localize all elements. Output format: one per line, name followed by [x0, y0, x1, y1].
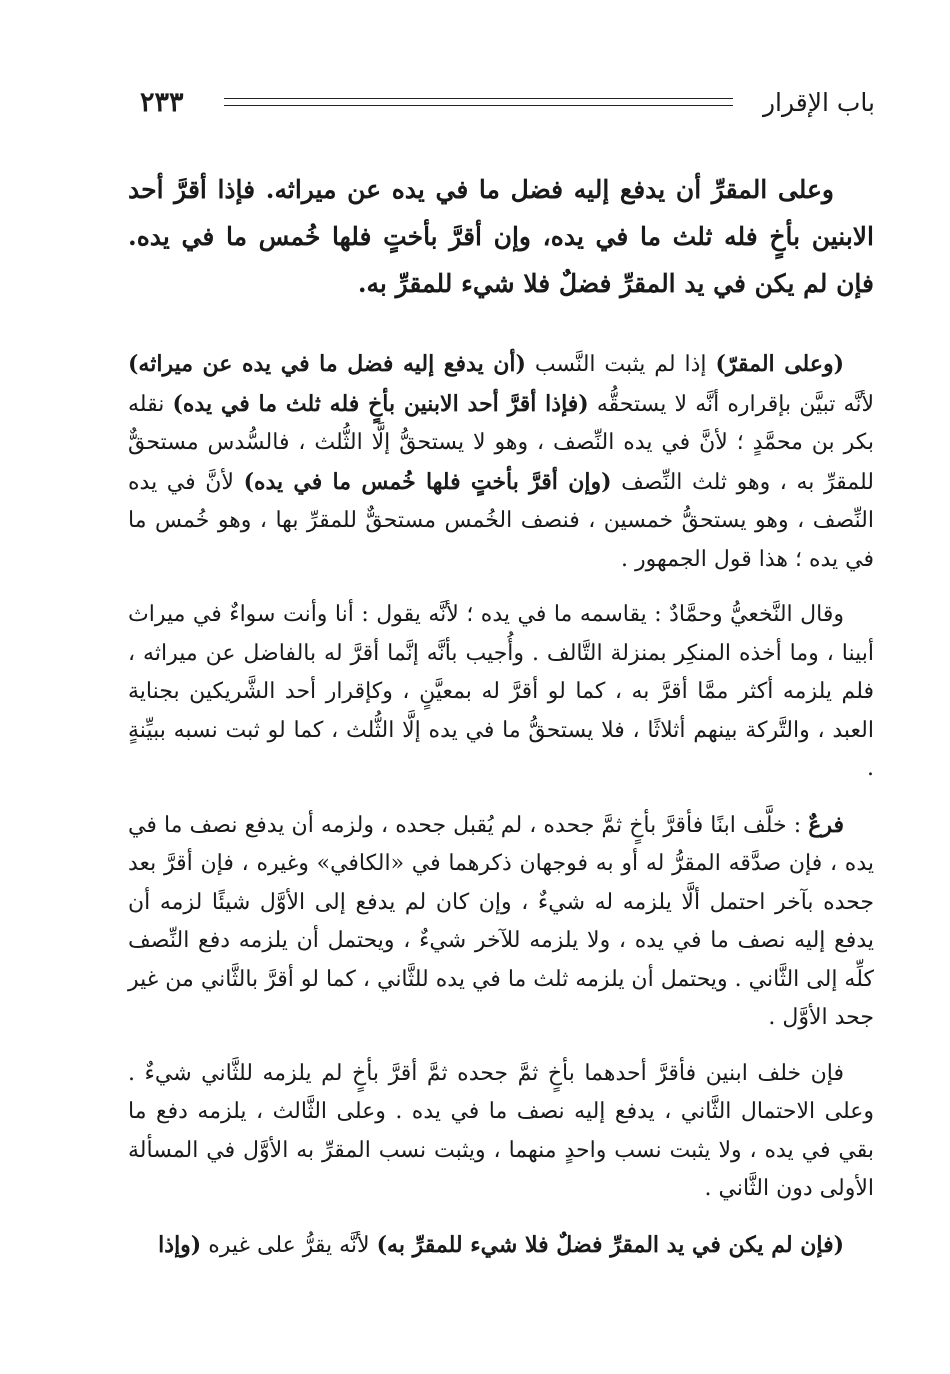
- chapter-title: باب الإقرار: [762, 87, 875, 117]
- quoted-matn-text: (فإذا أقرَّ أحد الابنين بأخٍ فله ثلث ما في يده): [172, 390, 589, 417]
- paragraph-gap: [128, 579, 874, 596]
- page-header: [140, 82, 875, 122]
- quoted-matn-text: فرعٌ: [808, 811, 844, 838]
- page-body: [128, 166, 874, 1265]
- paragraph-gap: [128, 1209, 874, 1226]
- paragraph-gap: [128, 1038, 874, 1055]
- commentary-paragraph: [128, 596, 874, 789]
- commentary-text: لأنَّه يقرُّ على غيره: [201, 1232, 377, 1258]
- paragraph-gap: [128, 789, 874, 806]
- commentary-paragraph: [128, 1055, 874, 1209]
- commentary-text: فإن خلف ابنين فأقرَّ أحدهما بأخٍ ثمَّ جحده ثمَّ أقرَّ بأخٍ لم يلزمه للثَّاني شيءٌ . وعلى الاحتمال الثَّاني ، يدفع إليه نصف ما في يده . وعلى الثَّالث ، يلزمه دفع ما بقي في يده ، ولا يثبت نسب واحدٍ منهما ، ويثبت نسب المقرِّ به الأوَّل في المسألة الأولى دون الثَّاني .: [128, 1060, 874, 1201]
- quoted-matn-text: (وإن أقرَّ بأختٍ فلها خُمس ما في يده): [243, 468, 612, 495]
- commentary-text: نقله بكر بن محمَّدٍ ؛ لأنَّ في يده النِّصف ، وهو لا يستحقُّ إلَّا الثُّلث ، فالسُّدس مستحقٌّ للمقرِّ به ، وهو ثلث النِّصف: [128, 391, 875, 495]
- matn-paragraph: وعلى المقرِّ أن يدفع إليه فضل ما في يده عن ميراثه. فإذا أقرَّ أحد الابنين بأخٍ فله ثلث ما في يده، وإن أقرَّ بأختٍ فلها خُمس ما في يده. فإن لم يكن في يد المقرِّ فضلٌ فلا شيء للمقرِّ به.: [128, 175, 874, 298]
- header-rule: [224, 98, 733, 106]
- commentary: [128, 345, 874, 1265]
- quoted-matn-text: (فإن لم يكن في يد المقرِّ فضلٌ فلا شيء للمقرِّ به): [376, 1231, 844, 1258]
- quoted-matn-text: (وإذا: [158, 1231, 202, 1258]
- commentary-text: لأنَّه تبيَّن بإقراره أنَّه لا يستحقُّه: [588, 391, 874, 417]
- commentary-paragraph: [128, 1226, 874, 1266]
- commentary-text: وقال النَّخعيُّ وحمَّادٌ : يقاسمه ما في يده ؛ لأنَّه يقول : أنا وأنت سواءٌ في ميراث أبينا ، وما أخذه المنكِر بمنزلة التَّالف . وأُجيب بأنَّه إنَّما أقرَّ له بالفاضل عن ميراثه ، فلم يلزمه أكثر ممَّا أقرَّ به ، كما لو أقرَّ له بمعيَّنٍ ، وكإقرار أحد الشَّريكين بجناية العبد ، والتَّركة بينهم أثلاثًا ، فلا يستحقُّ ما في يده إلَّا الثُّلث ، كما لو ثبت نسبه ببيِّنةٍ .: [128, 602, 874, 781]
- commentary-paragraph: [128, 345, 874, 579]
- quoted-matn-text: (أن يدفع إليه فضل ما في يده عن ميراثه): [128, 351, 526, 377]
- page-number: ٢٣٣: [140, 86, 184, 118]
- commentary-text: إذا لم يثبت النَّسب: [525, 352, 716, 377]
- commentary-paragraph: [128, 806, 874, 1038]
- commentary-text: : خلَّف ابنًا فأقرَّ بأخٍ ثمَّ جحده ، لم يُقبل جحده ، ولزمه أن يدفع نصف ما في يده ، فإن صدَّقه المقرُّ له أو به فوجهان ذكرهما في «الكافي» وغيره ، فإن أقرَّ بعد جحده بآخر احتمل ألَّا يلزمه له شيءٌ ، وإن كان لم يدفع إلى الأوَّل شيئًا لزمه أن يدفع إليه نصف ما في يده ، ولا يلزمه للآخر شيءٌ ، ويحتمل أن يلزمه دفع النِّصف كلِّه إلى الثَّاني . ويحتمل أن يلزمه ثلث ما في يده للثَّاني ، كما لو أقرَّ بالثَّاني من غير جحد الأوَّل .: [128, 812, 874, 1030]
- quoted-matn-text: (وعلى المقرّ): [715, 351, 844, 377]
- commentary-text: لأنَّ في يده النِّصف ، وهو يستحقُّ خمسين ، فنصف الخُمس مستحقٌّ للمقرِّ بها ، وهو خُمس ما في يده ؛ هذا قول الجمهور .: [128, 469, 874, 572]
